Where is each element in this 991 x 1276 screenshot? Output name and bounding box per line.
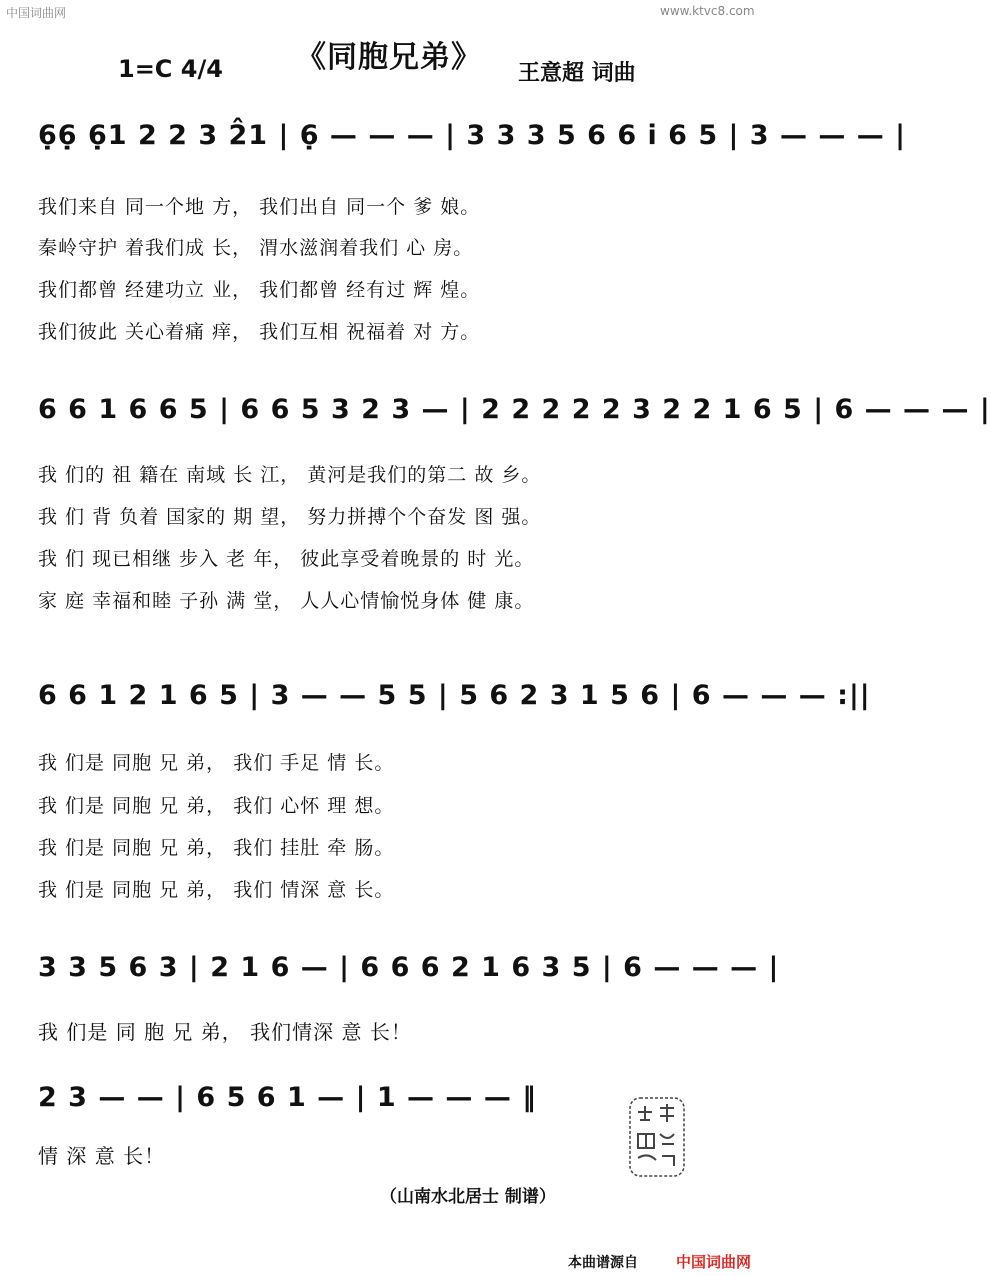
watermark-right: www.ktvc8.com bbox=[660, 4, 755, 18]
footer-site-link[interactable]: 中国词曲网 bbox=[676, 1253, 752, 1271]
lyric-line: 我 们是 同胞 兄 弟， 我们 手足 情 长。 bbox=[38, 752, 395, 774]
lyric-line: 我们彼此 关心着痛 痒， 我们互相 祝福着 对 方。 bbox=[38, 321, 481, 343]
key-signature: 1=C 4/4 bbox=[118, 55, 223, 83]
lyric-line: 我 们 背 负着 国家的 期 望， 努力拼搏个个奋发 图 强。 bbox=[38, 506, 542, 528]
notation-line-3: 6 6 1 2 1 6 5 | 3 — — 5 5 | 5 6 2 3 1 5 6 | 6 — — — :|| bbox=[38, 680, 871, 711]
notation-line-2: 6 6 1 6 6 5 | 6 6 5 3 2 3 — | 2 2 2 2 2 3 2 2 1 6 5 | 6 — — — | bbox=[38, 394, 991, 425]
lyric-line: 我 们 现已相继 步入 老 年， 彼此享受着晚景的 时 光。 bbox=[38, 548, 535, 570]
lyric-line: 我 们的 祖 籍在 南域 长 江， 黄河是我们的第二 故 乡。 bbox=[38, 464, 542, 486]
lyric-line: 情 深 意 长！ bbox=[38, 1144, 166, 1168]
lyric-line: 家 庭 幸福和睦 子孙 满 堂， 人人心情愉悦身体 健 康。 bbox=[38, 590, 535, 612]
notation-line-4: 3 3 5 6 3 | 2 1 6 — | 6 6 6 2 1 6 3 5 | 6 — — — | bbox=[38, 952, 780, 983]
arranger-credit: （山南水北居士 制谱） bbox=[380, 1187, 556, 1207]
lyric-line: 我们来自 同一个地 方， 我们出自 同一个 爹 娘。 bbox=[38, 196, 481, 218]
lyric-line: 秦岭守护 着我们成 长， 渭水滋润着我们 心 房。 bbox=[38, 237, 474, 259]
lyric-line: 我 们是 同胞 兄 弟， 我们 情深 意 长。 bbox=[38, 879, 395, 901]
notation-line-1: 6̣6̣ 6̣1 2 2 3 2̂1 | 6̣ — — — | 3 3 3 5 6 6 i 6 5 | 3 — — — | bbox=[38, 120, 907, 151]
lyric-line: 我们都曾 经建功立 业， 我们都曾 经有过 辉 煌。 bbox=[38, 279, 481, 301]
lyric-line: 我 们是 同胞 兄 弟， 我们 心怀 理 想。 bbox=[38, 795, 395, 817]
author-credit: 王意超 词曲 bbox=[518, 61, 636, 86]
lyric-line: 我 们是 同胞 兄 弟， 我们 挂肚 牵 肠。 bbox=[38, 837, 395, 859]
watermark-left: 中国词曲网 bbox=[6, 6, 67, 20]
seal-stamp-icon bbox=[626, 1094, 688, 1182]
footer-label: 本曲谱源自 bbox=[568, 1255, 638, 1271]
notation-line-5: 2 3 — — | 6 5 6 1 — | 1 — — — ‖ bbox=[38, 1082, 537, 1113]
lyric-line: 我 们是 同 胞 兄 弟， 我们情深 意 长！ bbox=[38, 1020, 412, 1044]
song-title: 《同胞兄弟》 bbox=[296, 40, 482, 75]
